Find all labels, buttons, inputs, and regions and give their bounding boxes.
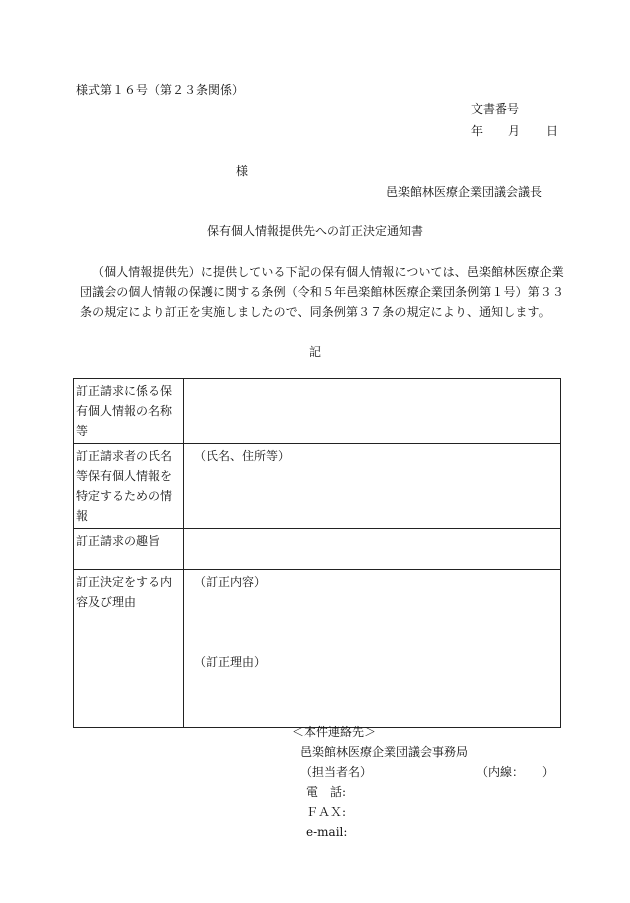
document-number-label: 文書番号 (471, 102, 520, 116)
table-row (74, 379, 561, 444)
form-number: 様式第１６号（第２３条関係） (76, 83, 245, 97)
row-label: 訂正決定をする内容及び理由 (74, 570, 184, 728)
row-label: 訂正請求の趣旨 (74, 529, 184, 570)
date-month: 月 (508, 124, 521, 138)
correction-content-label: （訂正内容） (194, 575, 267, 589)
body-text: （個人情報提供先）に提供している下記の保有個人情報については、邑楽館林医療企業団議会の個人情報の保護に関する条例（令和５年邑楽館林医療企業団条例第１号）第３３条の規定により訂正を実施しましたので、同条例第３７条の規定により、通知します。 (80, 265, 565, 319)
addressee-suffix: 様 (236, 164, 249, 178)
date-day: 日 (546, 124, 559, 138)
record-table (73, 378, 561, 728)
contact-extension: （内線： ） (476, 765, 555, 779)
contact-person: （担当者名） (300, 765, 373, 779)
contact-person-line (292, 762, 555, 782)
date-year: 年 (471, 124, 484, 138)
table-row (74, 570, 561, 728)
contact-fax: ＦＡＸ: (306, 805, 347, 819)
row-label: 訂正請求に係る保有個人情報の名称等 (74, 379, 184, 444)
date-line (471, 122, 558, 139)
row-value: （氏名、住所等） (184, 444, 561, 529)
sender-name: 邑楽館林医療企業団議会議長 (386, 185, 543, 199)
contact-phone: 電 話: (306, 785, 347, 799)
ki-heading: 記 (308, 345, 321, 359)
table-row (74, 444, 561, 529)
table-row (74, 529, 561, 570)
row-value (184, 379, 561, 444)
correction-reason-label: （訂正理由） (194, 655, 267, 669)
contact-office: 邑楽館林医療企業団議会事務局 (300, 745, 469, 759)
contact-email: e-mail: (306, 825, 348, 839)
contact-heading: ＜本件連絡先＞ (292, 725, 377, 739)
row-value (184, 529, 561, 570)
document-title: 保有個人情報提供先への訂正決定通知書 (206, 224, 423, 238)
row-value (184, 570, 561, 728)
row-label: 訂正請求者の氏名等保有個人情報を特定するための情報 (74, 444, 184, 529)
contact-block (292, 722, 555, 842)
body-paragraph (80, 262, 564, 322)
